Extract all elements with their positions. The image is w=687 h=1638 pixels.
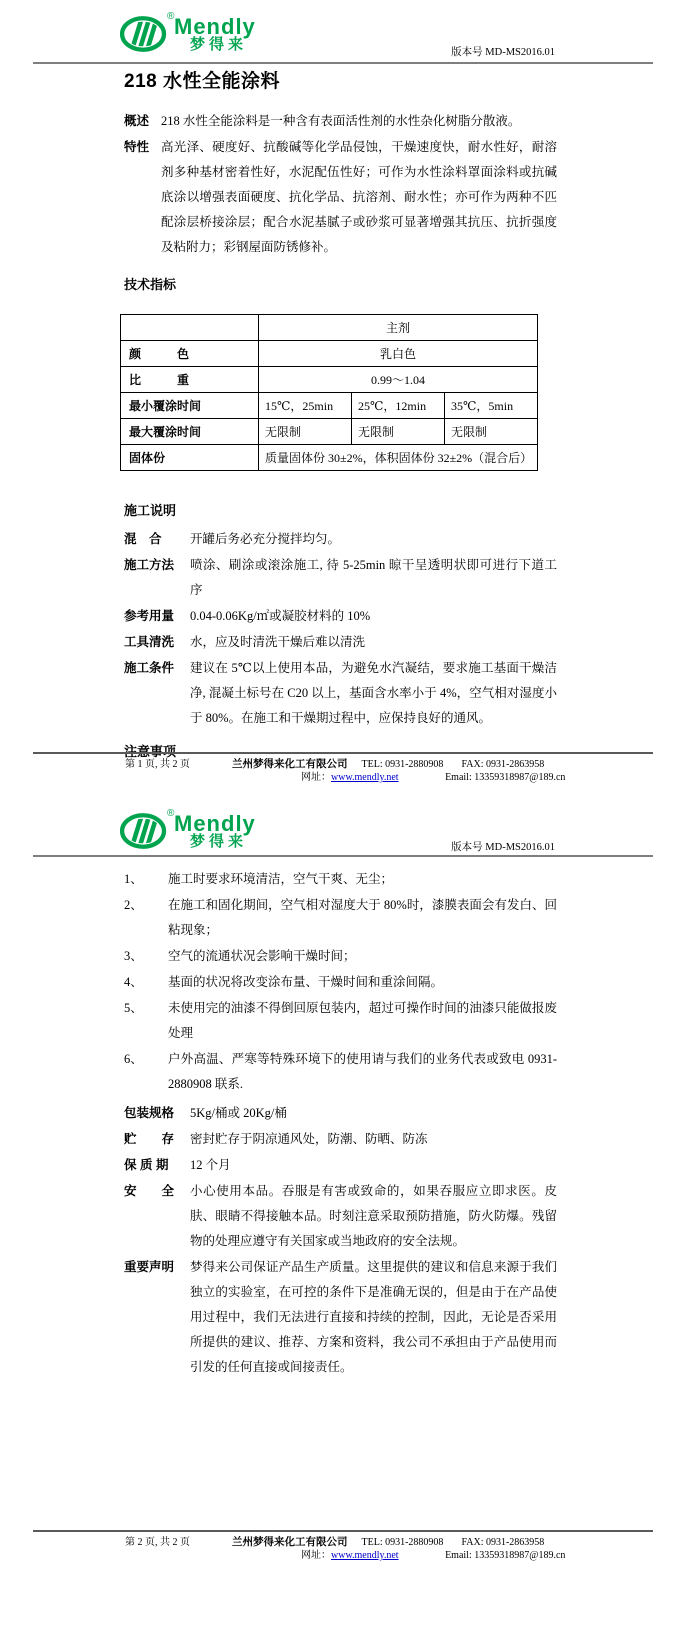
- storage-label: 贮 存: [124, 1132, 175, 1146]
- overview-label: 概述: [124, 114, 150, 128]
- item-number: 6、: [124, 1052, 143, 1066]
- registered-trademark: ®: [167, 808, 175, 819]
- table-row-solids: [121, 445, 538, 471]
- max-recoat-label-cell: 最大覆涂时间: [121, 419, 259, 445]
- color-value-cell: 乳白色: [259, 341, 538, 367]
- precaution-item-2: [124, 893, 557, 943]
- solids-label-cell: 固体份: [121, 445, 259, 471]
- safety-row: [124, 1179, 557, 1254]
- features-text: 高光泽、硬度好、抗酸碱等化学品侵蚀，干燥速度快，耐水性好，耐溶剂多种基材密着性好，水泥配伍性好；可作为水性涂料罩面涂料或抗碱底涂以增强表面硬度、抗化学品、抗溶剂、耐水性；亦可作为两种不匹配涂层桥接涂层；配合水泥基腻子或砂浆可显著增强其抗压、抗折强度及粘附力；彩钢屋面防锈修补。: [161, 140, 557, 254]
- datasheet-page-2: [0, 785, 687, 1638]
- table-row-min-recoat: [121, 393, 538, 419]
- website-link[interactable]: www.mendly.net: [331, 772, 399, 783]
- item-number: 3、: [124, 949, 143, 963]
- mixing-label: 混 合: [124, 532, 162, 546]
- item-number: 2、: [124, 898, 143, 912]
- method-text: 喷涂、刷涂或滚涂施工, 待 5-25min 晾干呈透明状即可进行下道工序: [190, 558, 557, 597]
- packaging-label: 包装规格: [124, 1106, 175, 1120]
- precaution-item-3: [124, 944, 557, 969]
- max-recoat-15c-cell: 无限制: [259, 419, 352, 445]
- conditions-row: [124, 656, 557, 731]
- email-address: Email: 13359318987@189.cn: [445, 1550, 566, 1561]
- min-recoat-25c-cell: 25℃，12min: [352, 393, 445, 419]
- storage-row: [124, 1127, 557, 1152]
- disclaimer-label: 重要声明: [124, 1260, 175, 1274]
- precaution-item-6: [124, 1047, 557, 1097]
- item-text: 在施工和固化期间，空气相对湿度大于 80%时，漆膜表面会有发白、回粘现象；: [168, 898, 557, 937]
- min-recoat-label-cell: 最小覆涂时间: [121, 393, 259, 419]
- item-number: 1、: [124, 872, 143, 886]
- company-name: 兰州梦得来化工有限公司: [232, 758, 348, 770]
- phone-number: TEL: 0931-2880908: [361, 759, 444, 770]
- tool-cleaning-row: [124, 630, 557, 655]
- email-address: Email: 13359318987@189.cn: [445, 772, 566, 783]
- version-label: 版本号 MD-MS2016.01: [451, 47, 555, 58]
- website-label: 网址：: [301, 772, 331, 783]
- solids-value-cell: 质量固体份 30±2%，体积固体份 32±2%（混合后）: [259, 445, 538, 471]
- dosage-row: [124, 604, 557, 629]
- brand-logo: [118, 808, 256, 851]
- header-divider: [33, 62, 653, 64]
- registered-trademark: ®: [167, 11, 175, 22]
- item-text: 未使用完的油漆不得倒回原包装内，超过可操作时间的油漆只能做报废处理: [168, 1001, 557, 1040]
- version-label: 版本号 MD-MS2016.01: [451, 842, 555, 853]
- page-number: 第 1 页, 共 2 页: [125, 759, 190, 770]
- page-footer: [33, 1530, 653, 1562]
- page-footer: [33, 752, 653, 784]
- item-number: 4、: [124, 975, 143, 989]
- max-recoat-35c-cell: 无限制: [445, 419, 538, 445]
- brand-logo: [118, 11, 256, 54]
- tech-specs-table: [120, 314, 538, 471]
- item-text: 户外高温、严寒等特殊环境下的使用请与我们的业务代表或致电 0931-2880908 联系.: [168, 1052, 557, 1091]
- packaging-row: [124, 1101, 557, 1126]
- mixing-text: 开罐后务必充分搅拌均匀。: [190, 532, 341, 546]
- brand-name-en: Mendly: [174, 811, 256, 836]
- safety-label: 安 全: [124, 1184, 175, 1198]
- phone-number: TEL: 0931-2880908: [361, 1537, 444, 1548]
- item-text: 空气的流通状况会影响干燥时间；: [168, 949, 356, 963]
- table-row-max-recoat: [121, 419, 538, 445]
- table-row-gravity: [121, 367, 538, 393]
- website-link[interactable]: www.mendly.net: [331, 1550, 399, 1561]
- precautions-heading: 注意事项: [124, 744, 177, 759]
- shelf-life-label: 保 质 期: [124, 1158, 169, 1172]
- empty-corner-cell: [121, 315, 259, 341]
- mendly-oval-logo-icon: [118, 811, 170, 851]
- overview-row: [124, 109, 557, 134]
- dosage-text: 0.04-0.06Kg/㎡或凝胶材料的 10%: [190, 609, 371, 623]
- max-recoat-25c-cell: 无限制: [352, 419, 445, 445]
- main-agent-header-cell: 主剂: [259, 315, 538, 341]
- conditions-label: 施工条件: [124, 661, 175, 675]
- min-recoat-15c-cell: 15℃，25min: [259, 393, 352, 419]
- disclaimer-row: [124, 1255, 557, 1380]
- packaging-text: 5Kg/桶或 20Kg/桶: [190, 1106, 287, 1120]
- precaution-item-5: [124, 996, 557, 1046]
- header-divider: [33, 855, 653, 857]
- min-recoat-35c-cell: 35℃，5min: [445, 393, 538, 419]
- color-label-cell: 颜 色: [121, 341, 259, 367]
- precaution-item-4: [124, 970, 557, 995]
- disclaimer-text: 梦得来公司保证产品生产质量。这里提供的建议和信息来源于我们独立的实验室，在可控的条件下是准确无误的，但是由于在产品使用过程中，我们无法进行直接和持续的控制，因此，无论是否采用所提供的建议、推荐、方案和资料，我公司不承担由于产品使用而引发的任何直接或间接责任。: [190, 1260, 557, 1374]
- method-label: 施工方法: [124, 558, 175, 572]
- fax-number: FAX: 0931-2863958: [461, 759, 545, 770]
- overview-text: 218 水性全能涂料是一种含有表面活性剂的水性杂化树脂分散液。: [161, 114, 521, 128]
- shelf-life-row: [124, 1153, 557, 1178]
- method-row: [124, 553, 557, 603]
- tech-specs-heading: 技术指标: [124, 277, 177, 292]
- gravity-label-cell: 比 重: [121, 367, 259, 393]
- precaution-item-1: [124, 867, 557, 892]
- brand-name-cn: 梦得来: [190, 36, 248, 53]
- table-row-header: [121, 315, 538, 341]
- table-row-color: [121, 341, 538, 367]
- features-row: [124, 135, 557, 260]
- page-number: 第 2 页, 共 2 页: [125, 1537, 190, 1548]
- safety-text: 小心使用本品。吞服是有害或致命的，如果吞服应立即求医。皮肤、眼睛不得接触本品。时刻注意采取预防措施，防火防爆。残留物的处理应遵守有关国家或当地政府的安全法规。: [190, 1184, 557, 1248]
- item-number: 5、: [124, 1001, 143, 1015]
- dosage-label: 参考用量: [124, 609, 175, 623]
- gravity-value-cell: 0.99～1.04: [259, 367, 538, 393]
- mixing-row: [124, 527, 557, 552]
- mendly-oval-logo-icon: [118, 14, 170, 54]
- tool-cleaning-label: 工具清洗: [124, 635, 175, 649]
- website-label: 网址：: [301, 1550, 331, 1561]
- conditions-text: 建议在 5℃以上使用本品，为避免水汽凝结，要求施工基面干燥洁净, 混凝土标号在 C20 以上，基面含水率小于 4%，空气相对湿度小于 80%。在施工和干燥期过程中，应保持良好的通风。: [190, 661, 557, 725]
- datasheet-page-1: [0, 0, 687, 785]
- features-label: 特性: [124, 140, 150, 154]
- item-text: 基面的状况将改变涂布量、干燥时间和重涂间隔。: [168, 975, 444, 989]
- application-heading: 施工说明: [124, 503, 177, 518]
- tool-cleaning-text: 水，应及时清洗干燥后难以清洗: [190, 635, 366, 649]
- brand-name-cn: 梦得来: [190, 833, 248, 850]
- fax-number: FAX: 0931-2863958: [461, 1537, 545, 1548]
- company-name: 兰州梦得来化工有限公司: [232, 1536, 348, 1548]
- shelf-life-text: 12 个月: [190, 1158, 231, 1172]
- page-title: 218 水性全能涂料: [124, 71, 280, 92]
- brand-name-en: Mendly: [174, 14, 256, 39]
- item-text: 施工时要求环境清洁，空气干爽、无尘；: [168, 872, 394, 886]
- storage-text: 密封贮存于阴凉通风处，防潮、防晒、防冻: [190, 1132, 428, 1146]
